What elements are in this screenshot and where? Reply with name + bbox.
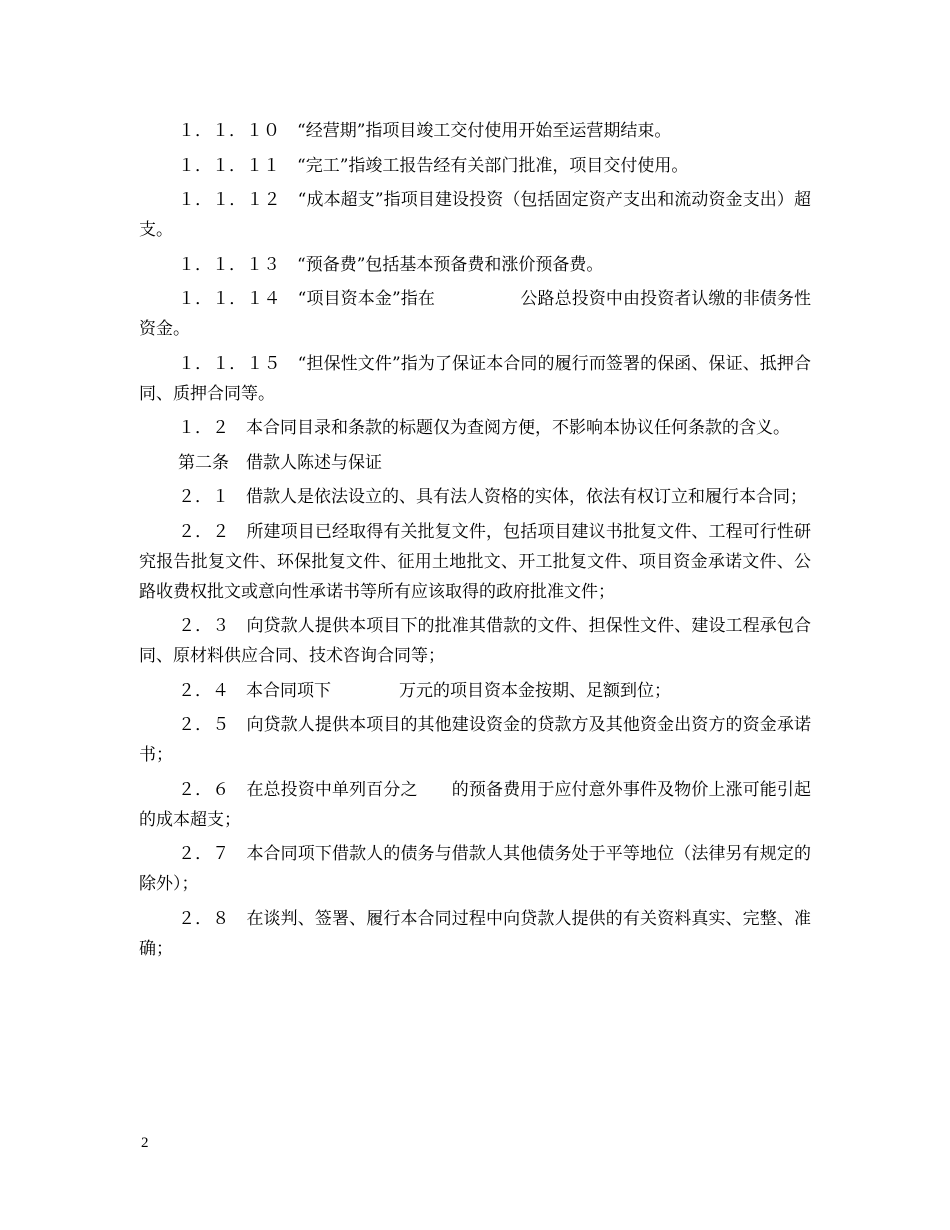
clause-2-3: ２．３ 向贷款人提供本项目下的批准其借款的文件、担保性文件、建设工程承包合同、原材料供应合同、技术咨询合同等； [139,616,811,666]
document-body [139,116,811,968]
clause-2-1: ２．１ 借款人是依法设立的、具有法人资格的实体，依法有权订立和履行本合同； [178,487,807,507]
clause-1-1-15: １．１．１５ “担保性文件”指为了保证本合同的履行而签署的保函、保证、抵押合同、质押合同等。 [139,353,811,404]
clause-1-1-13: １．１．１３ “预备费”包括基本预备费和涨价预备费。 [178,254,604,275]
clause-2-5: ２．５ 向贷款人提供本项目的其他建设资金的贷款方及其他资金出资方的资金承诺书； [139,715,811,765]
clause-2-7: ２．７ 本合同项下借款人的债务与借款人其他债务处于平等地位（法律另有规定的除外）； [139,844,811,894]
clause-2-2: ２．２ 所建项目已经取得有关批复文件，包括项目建议书批复文件、工程可行性研究报告批复文件、环保批复文件、征用土地批文、开工批复文件、项目资金承诺文件、公路收费权批文或意向性承诺书等所有应该取得的政府批准文件； [139,521,811,602]
clause-1-1-12: １．１．１２ “成本超支”指项目建设投资（包括固定资产支出和流动资金支出）超支。 [139,190,811,240]
clause-2-6: ２．６ 在总投资中单列百分之 的预备费用于应付意外事件及物价上涨可能引起的成本超支； [139,779,811,830]
clause-2-4: ２．４ 本合同项下 万元的项目资本金按期、足额到位； [178,680,671,701]
article-2-heading: 第二条 借款人陈述与保证 [178,452,382,473]
clause-1-1-11: １．１．１１ “完工”指竣工报告经有关部门批准，项目交付使用。 [178,155,689,176]
clause-2-8: ２．８ 在谈判、签署、履行本合同过程中向贷款人提供的有关资料真实、完整、准确； [139,908,811,959]
page-number: 2 [141,1135,149,1151]
clause-1-1-10: １．１．１０ “经营期”指项目竣工交付使用开始至运营期结束。 [178,121,672,141]
clause-1-1-14: １．１．１４ “项目资本金”指在 公路总投资中由投资者认缴的非债务性资金。 [139,289,811,339]
clause-1-2: １．２ 本合同目录和条款的标题仅为查阅方便，不影响本协议任何条款的含义。 [178,418,790,438]
